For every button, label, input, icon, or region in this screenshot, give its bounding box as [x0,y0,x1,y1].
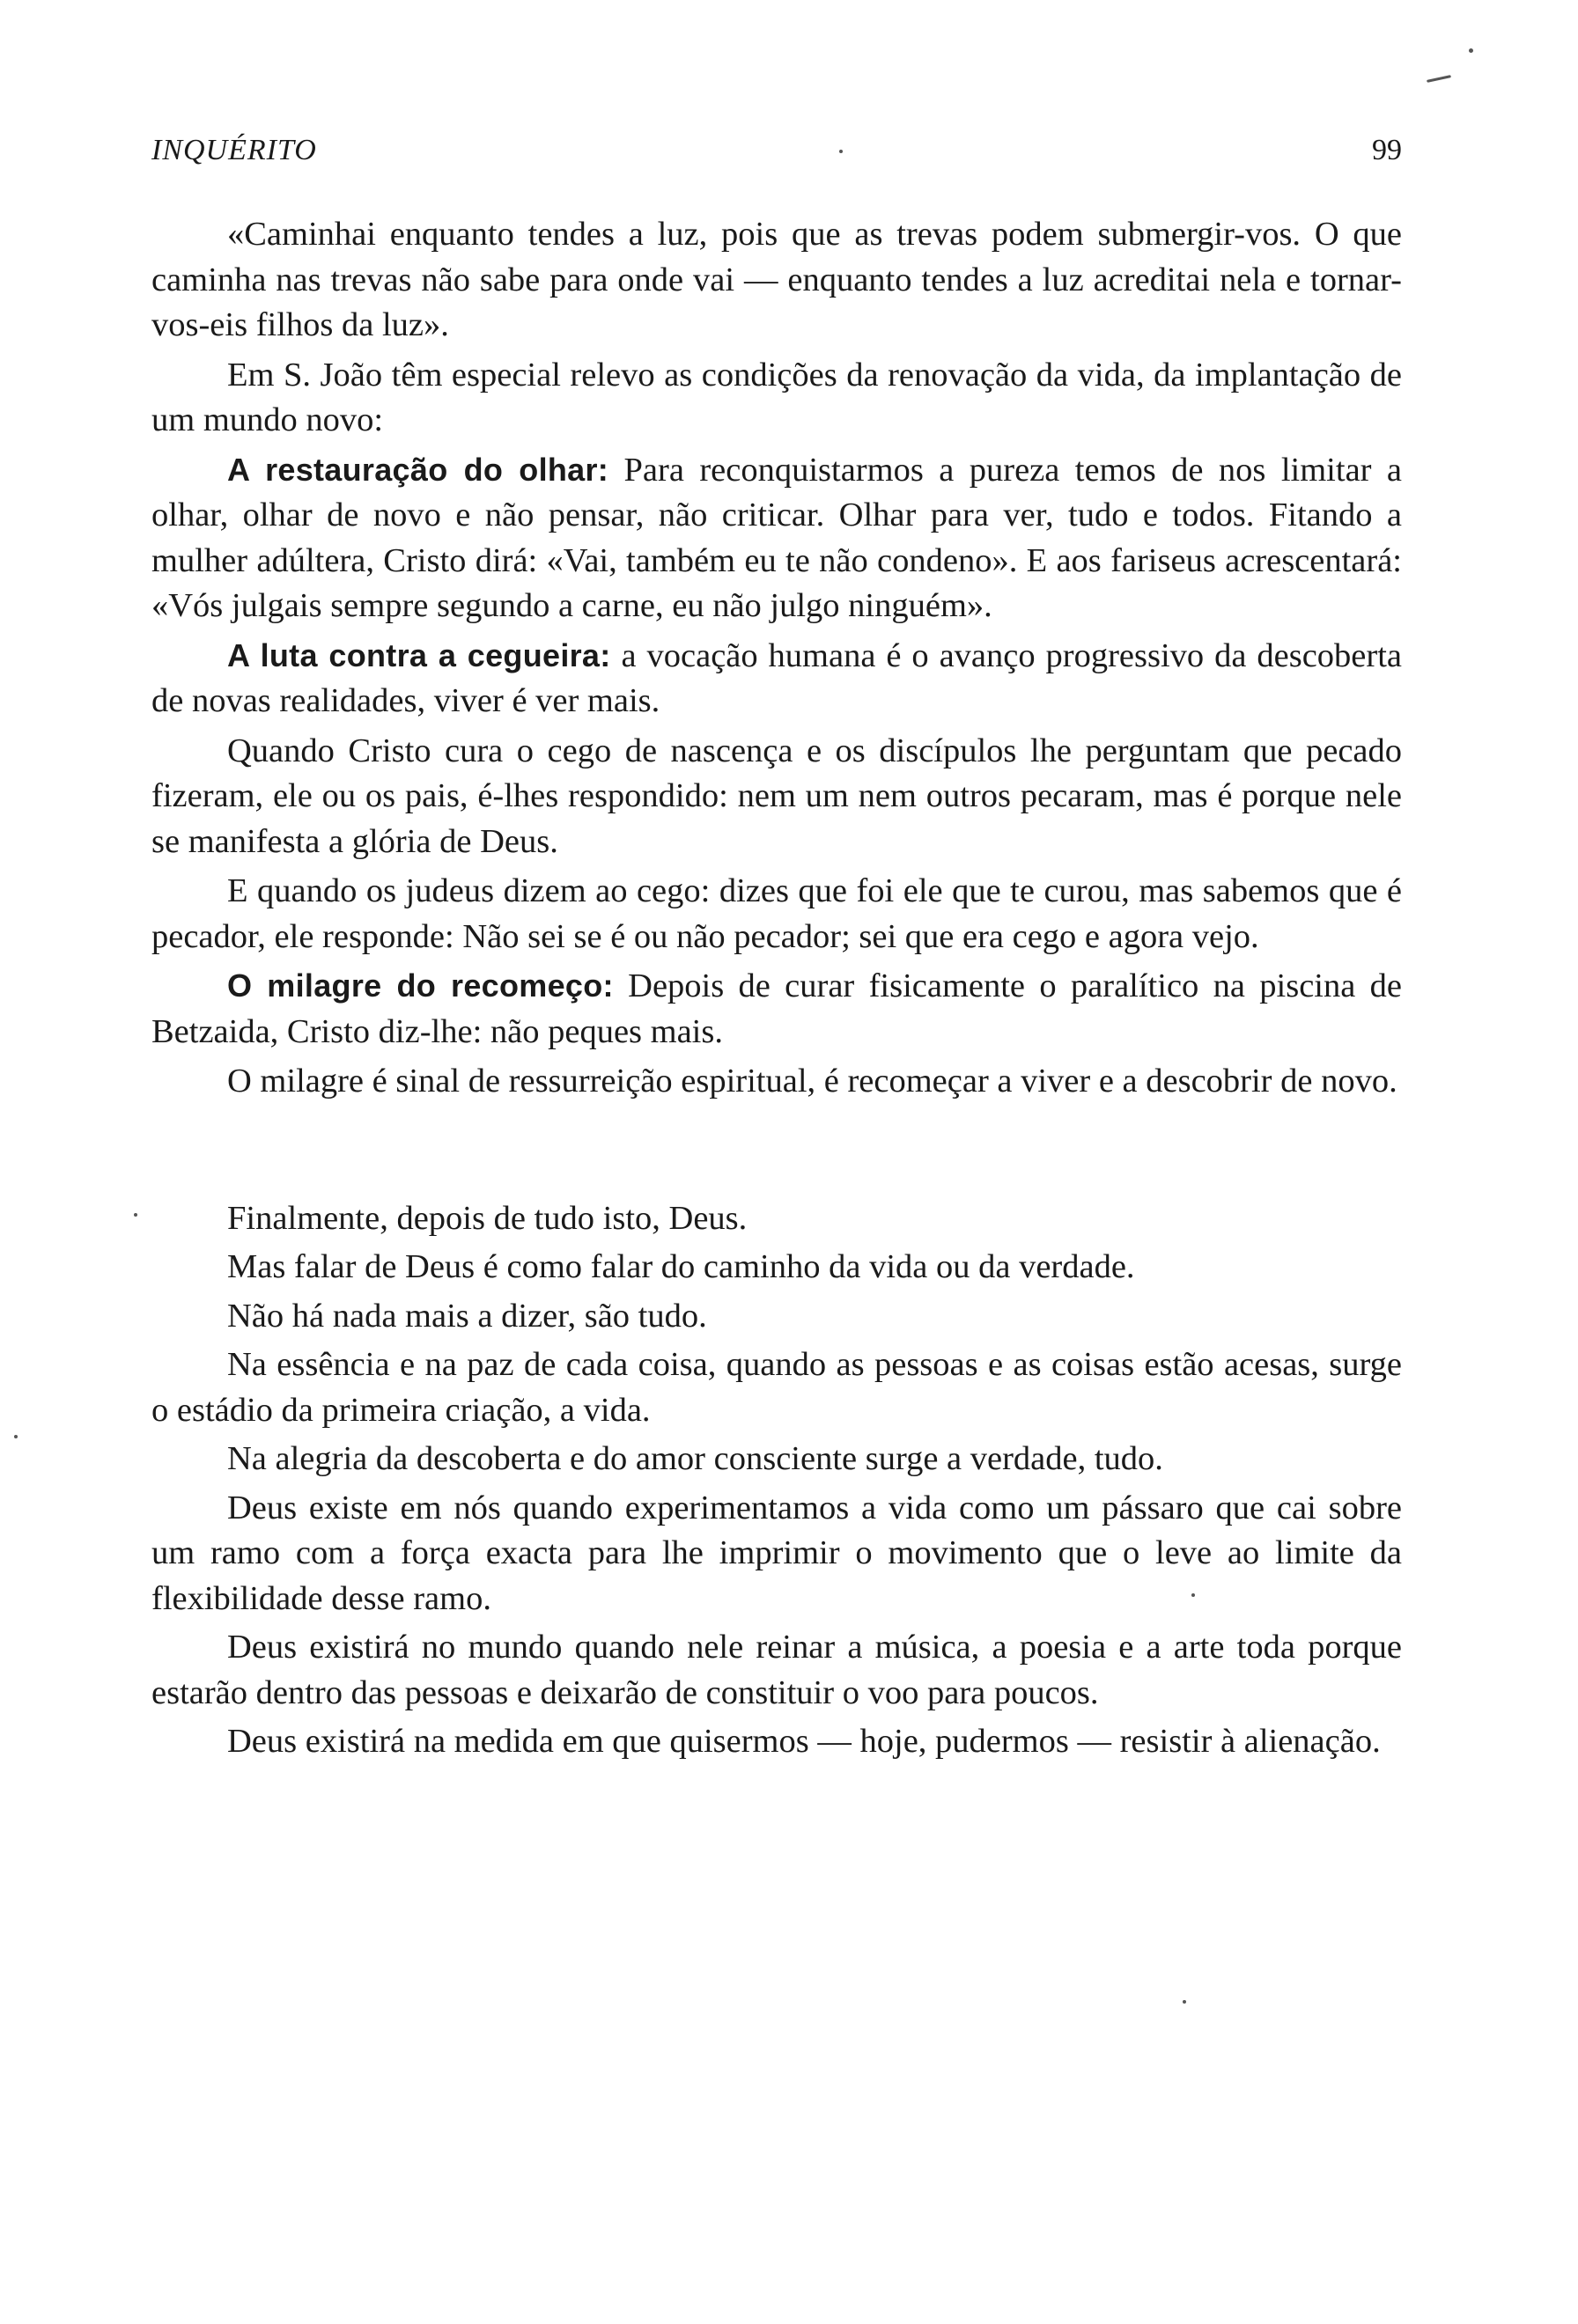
page-body [151,211,1402,1769]
paragraph: «Caminhai enquanto tendes a luz, pois que as trevas podem submergir-vos. O que caminha nas trevas não sabe para onde vai — enquanto tendes a luz acreditai nela e tornar-vos-eis filhos da luz». [151,216,1402,343]
paragraph: Finalmente, depois de tudo isto, Deus. [227,1199,748,1237]
scan-speck [1427,75,1451,83]
scan-speck [839,150,843,153]
scan-speck [1191,1593,1195,1597]
paragraph: A restauração do olhar: Para reconquistarmos a pureza temos de nos limitar a olhar, olhar de novo e não pensar, não criticar. Olhar para ver, tudo e todos. Fitando a mulher adúltera, Cristo dirá: «Vai, também eu te não condeno». E aos fariseus acrescentará: «Vós julgais sempre segundo a carne, eu não julgo ninguém». [151,451,1402,624]
running-title: INQUÉRITO [151,134,317,166]
book-page [151,123,1403,1760]
paragraph: Deus existirá na medida em que quisermos — hoje, pudermos — resistir à alienação. [227,1723,1381,1760]
page-number: 99 [1372,134,1402,166]
paragraph: Em S. João têm especial relevo as condições da renovação da vida, da implantação de um mundo novo: [151,356,1402,438]
paragraph-lead-heading: A restauração do olhar: [227,451,609,488]
paragraph-lead-heading: A luta contra a cegueira: [227,636,611,673]
paragraph-lead-heading: O milagre do recomeço: [227,967,614,1004]
scan-speck [1183,2000,1186,2004]
paragraph: Mas falar de Deus é como falar do caminho da vida ou da verdade. [227,1248,1135,1285]
paragraph: Deus existe em nós quando experimentamos a vida como um pássaro que cai sobre um ramo com a força exacta para lhe imprimir o movimento que o leve ao limite da flexibilidade desse ramo. [151,1489,1402,1617]
page-header [151,123,1402,176]
paragraph: Na alegria da descoberta e do amor consciente surge a verdade, tudo. [227,1440,1163,1477]
paragraph: O milagre do recomeço: Depois de curar fisicamente o paralítico na piscina de Betzaida, Cristo diz-lhe: não peques mais. [151,967,1402,1050]
paragraph: Quando Cristo cura o cego de nascença e os discípulos lhe perguntam que pecado fizeram, ele ou os pais, é-lhes respondido: nem um nem outros pecaram, mas é porque nele se manifesta a glória de Deus. [151,732,1402,860]
paragraph: E quando os judeus dizem ao cego: dizes que foi ele que te curou, mas sabemos que é pecador, ele responde: Não sei se é ou não pecador; sei que era cego e agora vejo. [151,872,1402,955]
scan-speck [1469,48,1473,53]
paragraph: Deus existirá no mundo quando nele reinar a música, a poesia e a arte toda porque estarão dentro das pessoas e deixarão de constituir o voo para poucos. [151,1629,1402,1711]
scan-speck [134,1213,137,1217]
paragraph: Na essência e na paz de cada coisa, quando as pessoas e as coisas estão acesas, surge o estádio da primeira criação, a vida. [151,1346,1402,1429]
paragraph: A luta contra a cegueira: a vocação humana é o avanço progressivo da descoberta de novas realidades, viver é ver mais. [151,636,1403,719]
section-break [151,1108,1402,1196]
paragraph: O milagre é sinal de ressurreição espiritual, é recomeçar a viver e a descobrir de novo. [227,1063,1397,1099]
scan-speck [14,1435,18,1438]
paragraph: Não há nada mais a dizer, são tudo. [227,1297,707,1335]
